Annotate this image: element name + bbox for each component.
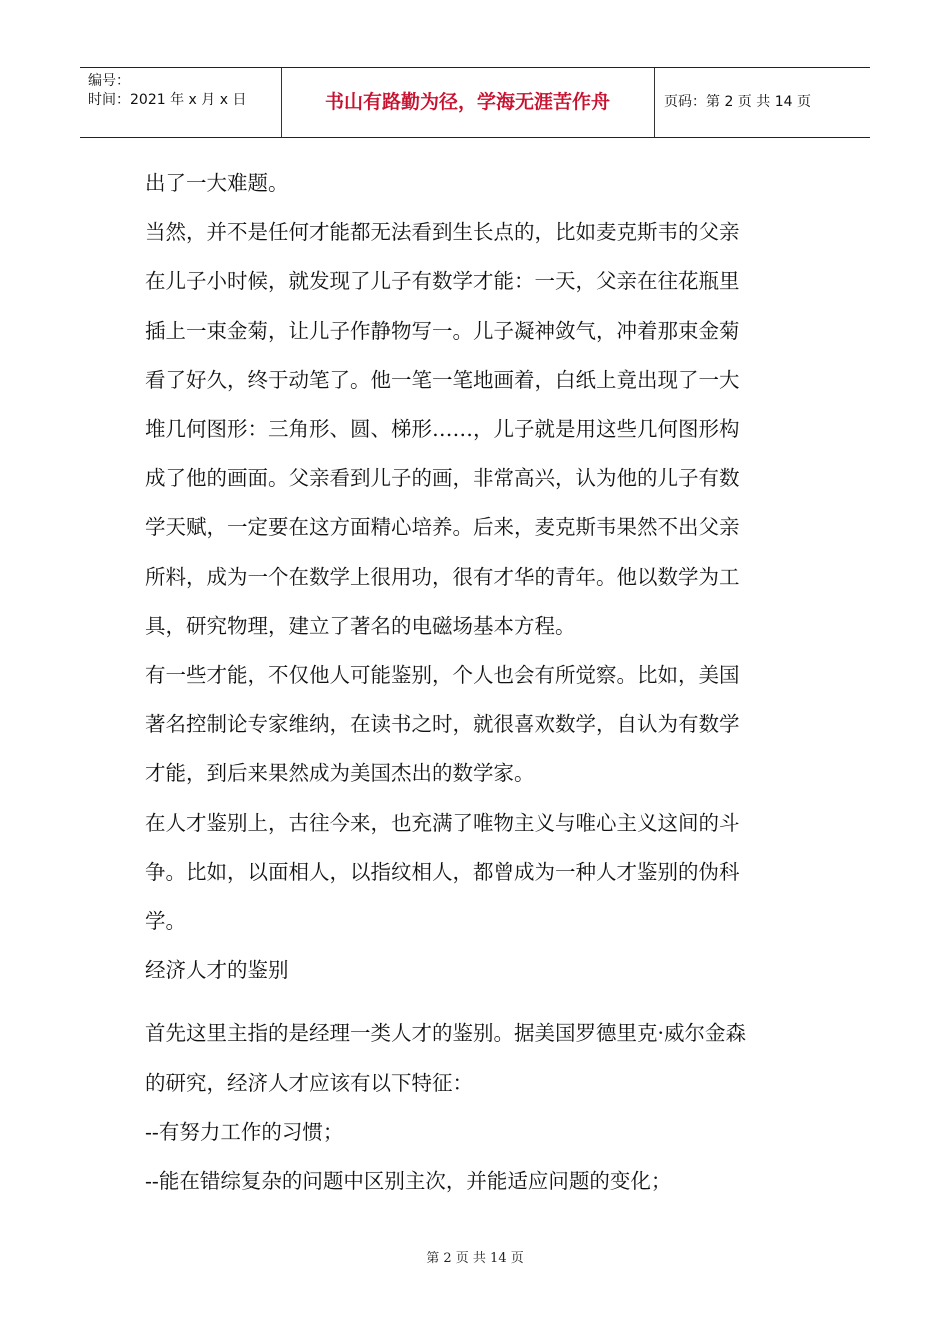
text-line: 才能，到后来果然成为美国杰出的数学家。 <box>145 761 535 786</box>
paragraph-gap <box>145 995 825 1009</box>
header-motto: 书山有路勤为径，学海无涯苦作舟 <box>324 91 610 113</box>
section-heading: 经济人才的鉴别 <box>145 958 289 983</box>
page-footer: 第 2 页 共 14 页 <box>426 1251 524 1266</box>
text-line: --有努力工作的习惯； <box>145 1119 344 1144</box>
text-line: 当然，并不是任何才能都无法看到生长点的，比如麦克斯韦的父亲 <box>145 220 740 245</box>
text-line: 所料，成为一个在数学上很用功，很有才华的青年。他以数学为工 <box>145 564 740 589</box>
document-header <box>80 67 870 138</box>
header-page-info: 页码：第 2 页 共 14 页 <box>664 94 811 110</box>
text-line: 成了他的画面。父亲看到儿子的画，非常高兴，认为他的儿子有数 <box>145 466 740 491</box>
text-line: 看了好久，终于动笔了。他一笔一笔地画着，白纸上竟出现了一大 <box>145 367 740 392</box>
text-line: 首先这里主指的是经理一类人才的鉴别。据美国罗德里克·威尔金森 <box>145 1021 747 1046</box>
text-line: 插上一束金菊，让儿子作静物写一。儿子凝神敛气，冲着那束金菊 <box>145 318 740 343</box>
text-line: 在儿子小时候，就发现了儿子有数学才能：一天，父亲在往花瓶里 <box>145 269 740 294</box>
text-line: 的研究，经济人才应该有以下特征： <box>145 1070 473 1095</box>
text-line: 堆几何图形：三角形、圆、梯形……，儿子就是用这些几何图形构 <box>145 417 740 442</box>
document-body <box>145 159 825 1206</box>
text-line: 著名控制论专家维纳，在读书之时，就很喜欢数学，自认为有数学 <box>145 712 740 737</box>
text-line: 具，研究物理，建立了著名的电磁场基本方程。 <box>145 613 576 638</box>
text-line: 争。比如，以面相人，以指纹相人，都曾成为一种人才鉴别的伪科 <box>145 859 740 884</box>
text-line: --能在错综复杂的问题中区别主次，并能适应问题的变化； <box>145 1169 672 1194</box>
text-line: 出了一大难题。 <box>145 171 289 195</box>
document-time-label: 时间：2021 年 x 月 x 日 <box>88 92 247 108</box>
text-line: 有一些才能，不仅他人可能鉴别，个人也会有所觉察。比如，美国 <box>145 663 740 688</box>
text-line: 在人才鉴别上，古往今来，也充满了唯物主义与唯心主义这间的斗 <box>145 810 740 835</box>
text-line: 学。 <box>145 909 186 934</box>
text-line: 学天赋，一定要在这方面精心培养。后来，麦克斯韦果然不出父亲 <box>145 515 740 540</box>
document-number-label: 编号： <box>88 73 130 89</box>
header-divider <box>654 68 655 137</box>
